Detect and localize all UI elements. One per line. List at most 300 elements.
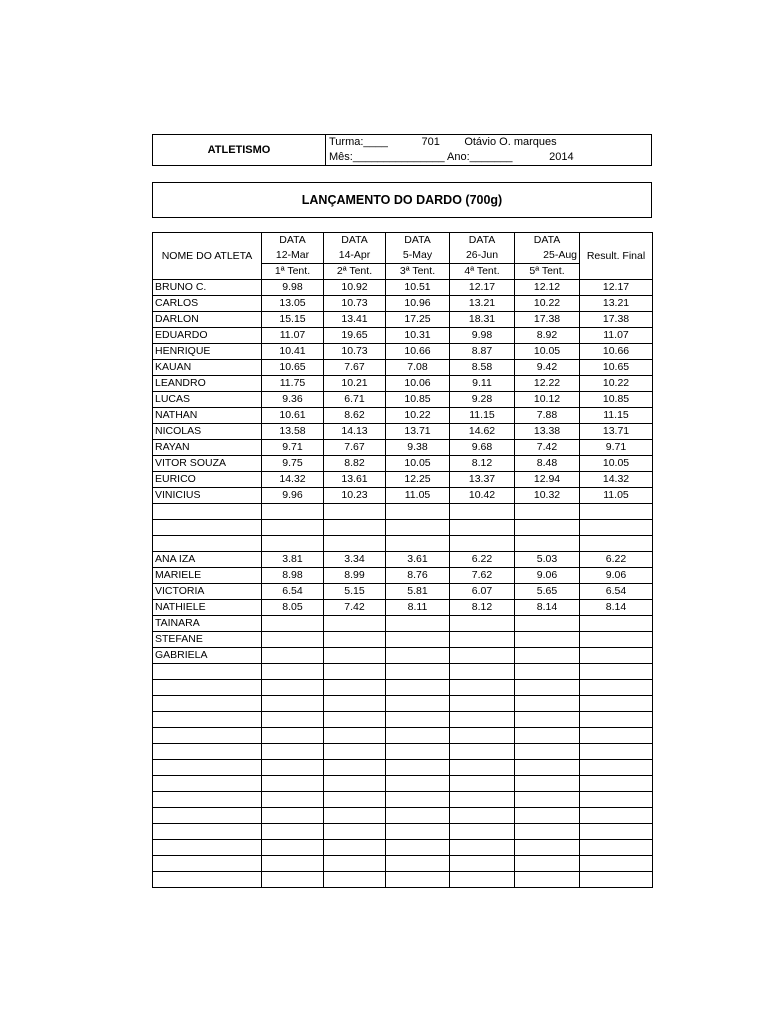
attempt-cell: 13.21 bbox=[450, 296, 515, 312]
attempt-cell: 10.66 bbox=[386, 344, 450, 360]
attempt-cell: 18.31 bbox=[450, 312, 515, 328]
attempt-cell: 6.54 bbox=[262, 584, 324, 600]
empty-cell bbox=[324, 760, 386, 776]
attempt-cell bbox=[262, 648, 324, 664]
empty-cell bbox=[262, 520, 324, 536]
final-result-cell: 6.22 bbox=[580, 552, 653, 568]
final-result-cell: 11.07 bbox=[580, 328, 653, 344]
empty-cell bbox=[515, 696, 580, 712]
empty-cell bbox=[450, 776, 515, 792]
attempt-cell: 10.92 bbox=[324, 280, 386, 296]
athlete-name: EURICO bbox=[153, 472, 262, 488]
attempt-cell: 8.92 bbox=[515, 328, 580, 344]
empty-cell bbox=[153, 776, 262, 792]
attempt-label: 2ª Tent. bbox=[324, 264, 386, 280]
final-result-cell: 13.21 bbox=[580, 296, 653, 312]
empty-row bbox=[153, 696, 653, 712]
empty-cell bbox=[580, 760, 653, 776]
empty-cell bbox=[153, 536, 262, 552]
attempt-cell: 8.87 bbox=[450, 344, 515, 360]
empty-cell bbox=[324, 728, 386, 744]
attempt-cell: 5.03 bbox=[515, 552, 580, 568]
empty-cell bbox=[515, 776, 580, 792]
empty-cell bbox=[153, 856, 262, 872]
attempt-cell: 10.12 bbox=[515, 392, 580, 408]
empty-cell bbox=[515, 520, 580, 536]
attempt-cell: 8.62 bbox=[324, 408, 386, 424]
empty-cell bbox=[324, 536, 386, 552]
athlete-name: HENRIQUE bbox=[153, 344, 262, 360]
attempt-cell: 8.48 bbox=[515, 456, 580, 472]
attempt-cell: 19.65 bbox=[324, 328, 386, 344]
empty-cell bbox=[386, 824, 450, 840]
athlete-name: GABRIELA bbox=[153, 648, 262, 664]
empty-cell bbox=[262, 504, 324, 520]
date-label: DATA bbox=[324, 233, 386, 249]
attempt-cell: 3.34 bbox=[324, 552, 386, 568]
attempt-cell: 7.42 bbox=[515, 440, 580, 456]
attempt-cell: 8.99 bbox=[324, 568, 386, 584]
attempt-cell: 13.41 bbox=[324, 312, 386, 328]
attempt-cell: 12.12 bbox=[515, 280, 580, 296]
empty-row bbox=[153, 712, 653, 728]
attempt-cell: 8.12 bbox=[450, 600, 515, 616]
table-row bbox=[153, 648, 653, 664]
attempt-cell: 9.96 bbox=[262, 488, 324, 504]
attempt-cell: 12.94 bbox=[515, 472, 580, 488]
empty-cell bbox=[153, 824, 262, 840]
athlete-name: VITOR SOUZA bbox=[153, 456, 262, 472]
attempt-cell: 9.71 bbox=[262, 440, 324, 456]
empty-cell bbox=[515, 712, 580, 728]
empty-cell bbox=[386, 664, 450, 680]
attempt-cell: 13.58 bbox=[262, 424, 324, 440]
final-result-cell: 9.06 bbox=[580, 568, 653, 584]
empty-cell bbox=[386, 504, 450, 520]
table-row bbox=[153, 296, 653, 312]
empty-cell bbox=[580, 728, 653, 744]
athlete-name: RAYAN bbox=[153, 440, 262, 456]
final-result-cell: 10.85 bbox=[580, 392, 653, 408]
athlete-name-header: NOME DO ATLETA bbox=[153, 233, 262, 280]
table-row bbox=[153, 616, 653, 632]
empty-cell bbox=[262, 664, 324, 680]
empty-cell bbox=[386, 808, 450, 824]
empty-cell bbox=[386, 712, 450, 728]
empty-cell bbox=[324, 696, 386, 712]
empty-cell bbox=[153, 840, 262, 856]
attempt-cell: 10.42 bbox=[450, 488, 515, 504]
empty-cell bbox=[153, 872, 262, 888]
final-result-cell bbox=[580, 632, 653, 648]
attempt-cell: 7.67 bbox=[324, 440, 386, 456]
empty-cell bbox=[580, 520, 653, 536]
empty-cell bbox=[262, 792, 324, 808]
empty-cell bbox=[580, 792, 653, 808]
attempt-cell: 11.07 bbox=[262, 328, 324, 344]
empty-cell bbox=[262, 536, 324, 552]
empty-cell bbox=[450, 792, 515, 808]
athlete-name: LUCAS bbox=[153, 392, 262, 408]
empty-row bbox=[153, 856, 653, 872]
empty-cell bbox=[324, 664, 386, 680]
attempt-cell: 9.11 bbox=[450, 376, 515, 392]
empty-cell bbox=[450, 760, 515, 776]
athlete-name: NICOLAS bbox=[153, 424, 262, 440]
empty-cell bbox=[262, 776, 324, 792]
header-row-date-label bbox=[153, 233, 653, 249]
empty-cell bbox=[324, 776, 386, 792]
empty-cell bbox=[262, 872, 324, 888]
empty-cell bbox=[450, 744, 515, 760]
attempt-cell bbox=[515, 648, 580, 664]
attempt-cell: 8.11 bbox=[386, 600, 450, 616]
empty-cell bbox=[153, 696, 262, 712]
empty-cell bbox=[386, 760, 450, 776]
attempt-cell bbox=[386, 616, 450, 632]
empty-cell bbox=[324, 680, 386, 696]
attempt-cell: 7.62 bbox=[450, 568, 515, 584]
athlete-name: LEANDRO bbox=[153, 376, 262, 392]
attempt-cell bbox=[324, 648, 386, 664]
empty-cell bbox=[515, 760, 580, 776]
athlete-name: ANA IZA bbox=[153, 552, 262, 568]
attempt-cell: 12.25 bbox=[386, 472, 450, 488]
final-result-cell: 11.15 bbox=[580, 408, 653, 424]
empty-row bbox=[153, 808, 653, 824]
attempt-cell: 10.41 bbox=[262, 344, 324, 360]
attempt-cell: 17.38 bbox=[515, 312, 580, 328]
final-result-cell: 6.54 bbox=[580, 584, 653, 600]
empty-cell bbox=[153, 792, 262, 808]
header-box bbox=[152, 134, 652, 166]
empty-cell bbox=[153, 808, 262, 824]
attempt-label: 1ª Tent. bbox=[262, 264, 324, 280]
empty-cell bbox=[580, 840, 653, 856]
table-row bbox=[153, 472, 653, 488]
empty-cell bbox=[450, 696, 515, 712]
attempt-cell: 12.22 bbox=[515, 376, 580, 392]
attempt-cell: 12.17 bbox=[450, 280, 515, 296]
table-row bbox=[153, 328, 653, 344]
date-value: 26-Jun bbox=[450, 248, 515, 264]
attempt-cell: 11.05 bbox=[386, 488, 450, 504]
empty-cell bbox=[262, 808, 324, 824]
empty-cell bbox=[324, 840, 386, 856]
date-value: 14-Apr bbox=[324, 248, 386, 264]
attempt-cell: 13.37 bbox=[450, 472, 515, 488]
attempt-cell: 10.22 bbox=[515, 296, 580, 312]
attempt-cell: 7.42 bbox=[324, 600, 386, 616]
attempt-cell: 8.58 bbox=[450, 360, 515, 376]
attempt-cell: 9.06 bbox=[515, 568, 580, 584]
empty-row bbox=[153, 520, 653, 536]
attempt-cell bbox=[515, 616, 580, 632]
attempt-cell: 6.71 bbox=[324, 392, 386, 408]
attempt-cell: 9.68 bbox=[450, 440, 515, 456]
date-value: 5-May bbox=[386, 248, 450, 264]
empty-cell bbox=[386, 840, 450, 856]
empty-cell bbox=[262, 840, 324, 856]
empty-row bbox=[153, 680, 653, 696]
empty-cell bbox=[153, 680, 262, 696]
table-row bbox=[153, 392, 653, 408]
attempt-cell bbox=[450, 616, 515, 632]
attempt-cell bbox=[324, 616, 386, 632]
empty-cell bbox=[153, 664, 262, 680]
empty-cell bbox=[450, 504, 515, 520]
empty-cell bbox=[324, 872, 386, 888]
attempt-cell: 13.38 bbox=[515, 424, 580, 440]
attempt-cell: 10.73 bbox=[324, 344, 386, 360]
empty-cell bbox=[450, 680, 515, 696]
empty-cell bbox=[515, 744, 580, 760]
empty-cell bbox=[580, 824, 653, 840]
empty-cell bbox=[324, 856, 386, 872]
attempt-cell: 10.23 bbox=[324, 488, 386, 504]
empty-cell bbox=[324, 504, 386, 520]
empty-row bbox=[153, 840, 653, 856]
attempt-cell bbox=[324, 632, 386, 648]
empty-cell bbox=[262, 744, 324, 760]
table-row bbox=[153, 312, 653, 328]
attempt-cell: 13.71 bbox=[386, 424, 450, 440]
table-row bbox=[153, 632, 653, 648]
attempt-cell: 8.12 bbox=[450, 456, 515, 472]
athlete-name: MARIELE bbox=[153, 568, 262, 584]
attempt-cell: 10.21 bbox=[324, 376, 386, 392]
empty-cell bbox=[580, 712, 653, 728]
table-row bbox=[153, 600, 653, 616]
attempt-cell: 3.61 bbox=[386, 552, 450, 568]
attempt-cell: 8.82 bbox=[324, 456, 386, 472]
empty-row bbox=[153, 872, 653, 888]
table-row bbox=[153, 488, 653, 504]
attempt-cell: 13.05 bbox=[262, 296, 324, 312]
empty-cell bbox=[386, 728, 450, 744]
table-row bbox=[153, 408, 653, 424]
attempt-cell: 10.85 bbox=[386, 392, 450, 408]
attempt-cell: 17.25 bbox=[386, 312, 450, 328]
attempt-cell: 10.96 bbox=[386, 296, 450, 312]
table-row bbox=[153, 552, 653, 568]
attempt-cell: 14.62 bbox=[450, 424, 515, 440]
empty-cell bbox=[153, 744, 262, 760]
attempt-cell: 5.65 bbox=[515, 584, 580, 600]
class-teacher-line: Turma:____ 701 Otávio O. marques bbox=[329, 136, 557, 148]
empty-cell bbox=[324, 792, 386, 808]
athlete-name: VICTORIA bbox=[153, 584, 262, 600]
attempt-cell: 13.61 bbox=[324, 472, 386, 488]
athlete-name: NATHIELE bbox=[153, 600, 262, 616]
table-row bbox=[153, 568, 653, 584]
empty-cell bbox=[580, 776, 653, 792]
attempt-cell: 10.05 bbox=[515, 344, 580, 360]
attempt-cell: 8.05 bbox=[262, 600, 324, 616]
attempt-cell: 9.98 bbox=[450, 328, 515, 344]
table-row bbox=[153, 376, 653, 392]
sport-label: ATLETISMO bbox=[153, 135, 326, 165]
empty-cell bbox=[386, 536, 450, 552]
empty-cell bbox=[262, 680, 324, 696]
final-result-cell: 9.71 bbox=[580, 440, 653, 456]
empty-cell bbox=[386, 744, 450, 760]
empty-cell bbox=[515, 536, 580, 552]
empty-cell bbox=[324, 824, 386, 840]
attempt-cell: 8.76 bbox=[386, 568, 450, 584]
attempt-cell: 9.28 bbox=[450, 392, 515, 408]
empty-cell bbox=[580, 680, 653, 696]
table-row bbox=[153, 280, 653, 296]
date-label: DATA bbox=[386, 233, 450, 249]
empty-cell bbox=[580, 504, 653, 520]
results-table bbox=[152, 232, 653, 888]
table-row bbox=[153, 360, 653, 376]
final-result-cell: 8.14 bbox=[580, 600, 653, 616]
attempt-cell bbox=[262, 616, 324, 632]
attempt-cell bbox=[450, 632, 515, 648]
attempt-cell: 11.15 bbox=[450, 408, 515, 424]
empty-cell bbox=[324, 808, 386, 824]
final-result-cell bbox=[580, 616, 653, 632]
final-result-cell: 10.66 bbox=[580, 344, 653, 360]
attempt-cell: 10.05 bbox=[386, 456, 450, 472]
empty-cell bbox=[262, 856, 324, 872]
empty-row bbox=[153, 744, 653, 760]
athlete-name: VINICIUS bbox=[153, 488, 262, 504]
attempt-label: 4ª Tent. bbox=[450, 264, 515, 280]
empty-cell bbox=[450, 536, 515, 552]
empty-cell bbox=[450, 808, 515, 824]
final-result-cell: 11.05 bbox=[580, 488, 653, 504]
attempt-cell: 8.14 bbox=[515, 600, 580, 616]
date-label: DATA bbox=[515, 233, 580, 249]
empty-row bbox=[153, 664, 653, 680]
empty-cell bbox=[386, 680, 450, 696]
athlete-name: BRUNO C. bbox=[153, 280, 262, 296]
final-result-cell: 10.05 bbox=[580, 456, 653, 472]
empty-cell bbox=[153, 712, 262, 728]
athlete-name: DARLON bbox=[153, 312, 262, 328]
final-result-cell: 13.71 bbox=[580, 424, 653, 440]
attempt-cell: 14.32 bbox=[262, 472, 324, 488]
empty-cell bbox=[386, 776, 450, 792]
empty-cell bbox=[386, 696, 450, 712]
final-result-cell: 10.65 bbox=[580, 360, 653, 376]
athlete-name: KAUAN bbox=[153, 360, 262, 376]
empty-cell bbox=[515, 872, 580, 888]
event-title: LANÇAMENTO DO DARDO (700g) bbox=[152, 182, 652, 218]
attempt-cell: 7.08 bbox=[386, 360, 450, 376]
attempt-cell: 7.67 bbox=[324, 360, 386, 376]
empty-cell bbox=[515, 792, 580, 808]
attempt-cell: 5.81 bbox=[386, 584, 450, 600]
empty-row bbox=[153, 792, 653, 808]
empty-cell bbox=[515, 840, 580, 856]
empty-cell bbox=[580, 744, 653, 760]
attempt-cell: 10.51 bbox=[386, 280, 450, 296]
empty-cell bbox=[450, 840, 515, 856]
date-label: DATA bbox=[450, 233, 515, 249]
empty-cell bbox=[262, 824, 324, 840]
empty-row bbox=[153, 760, 653, 776]
empty-row bbox=[153, 504, 653, 520]
empty-cell bbox=[386, 872, 450, 888]
attempt-cell bbox=[386, 648, 450, 664]
empty-cell bbox=[515, 824, 580, 840]
attempt-cell: 9.98 bbox=[262, 280, 324, 296]
empty-cell bbox=[450, 872, 515, 888]
attempt-cell: 10.31 bbox=[386, 328, 450, 344]
empty-cell bbox=[324, 712, 386, 728]
attempt-cell: 9.42 bbox=[515, 360, 580, 376]
attempt-cell bbox=[262, 632, 324, 648]
table-row bbox=[153, 456, 653, 472]
empty-cell bbox=[262, 760, 324, 776]
table-row bbox=[153, 440, 653, 456]
final-result-cell: 14.32 bbox=[580, 472, 653, 488]
attempt-cell: 5.15 bbox=[324, 584, 386, 600]
empty-cell bbox=[324, 520, 386, 536]
empty-row bbox=[153, 776, 653, 792]
attempt-cell: 7.88 bbox=[515, 408, 580, 424]
attempt-cell: 9.38 bbox=[386, 440, 450, 456]
athlete-name: TAINARA bbox=[153, 616, 262, 632]
empty-cell bbox=[153, 504, 262, 520]
attempt-cell: 3.81 bbox=[262, 552, 324, 568]
empty-cell bbox=[450, 664, 515, 680]
attempt-cell: 10.06 bbox=[386, 376, 450, 392]
empty-cell bbox=[386, 856, 450, 872]
empty-row bbox=[153, 824, 653, 840]
empty-cell bbox=[515, 808, 580, 824]
final-result-cell: 17.38 bbox=[580, 312, 653, 328]
empty-cell bbox=[515, 504, 580, 520]
attempt-cell: 6.22 bbox=[450, 552, 515, 568]
table-row bbox=[153, 424, 653, 440]
athlete-name: CARLOS bbox=[153, 296, 262, 312]
attempt-cell: 10.61 bbox=[262, 408, 324, 424]
empty-cell bbox=[450, 856, 515, 872]
date-value: 25-Aug bbox=[515, 248, 580, 264]
empty-cell bbox=[153, 728, 262, 744]
attempt-label: 3ª Tent. bbox=[386, 264, 450, 280]
empty-cell bbox=[580, 696, 653, 712]
empty-cell bbox=[450, 728, 515, 744]
results-table-body bbox=[153, 233, 653, 888]
empty-cell bbox=[580, 856, 653, 872]
month-year-line: Mês:_______________ Ano:_______ 2014 bbox=[329, 151, 574, 163]
attempt-cell: 8.98 bbox=[262, 568, 324, 584]
attempt-label: 5ª Tent. bbox=[515, 264, 580, 280]
attempt-cell: 10.65 bbox=[262, 360, 324, 376]
empty-cell bbox=[580, 808, 653, 824]
attempt-cell: 14.13 bbox=[324, 424, 386, 440]
empty-cell bbox=[450, 520, 515, 536]
attempt-cell bbox=[386, 632, 450, 648]
attempt-cell: 6.07 bbox=[450, 584, 515, 600]
empty-cell bbox=[450, 712, 515, 728]
attempt-cell: 15.15 bbox=[262, 312, 324, 328]
attempt-cell: 10.32 bbox=[515, 488, 580, 504]
empty-cell bbox=[262, 696, 324, 712]
attempt-cell: 10.22 bbox=[386, 408, 450, 424]
empty-cell bbox=[153, 520, 262, 536]
empty-cell bbox=[386, 520, 450, 536]
final-result-cell: 12.17 bbox=[580, 280, 653, 296]
final-result-cell: 10.22 bbox=[580, 376, 653, 392]
date-value: 12-Mar bbox=[262, 248, 324, 264]
